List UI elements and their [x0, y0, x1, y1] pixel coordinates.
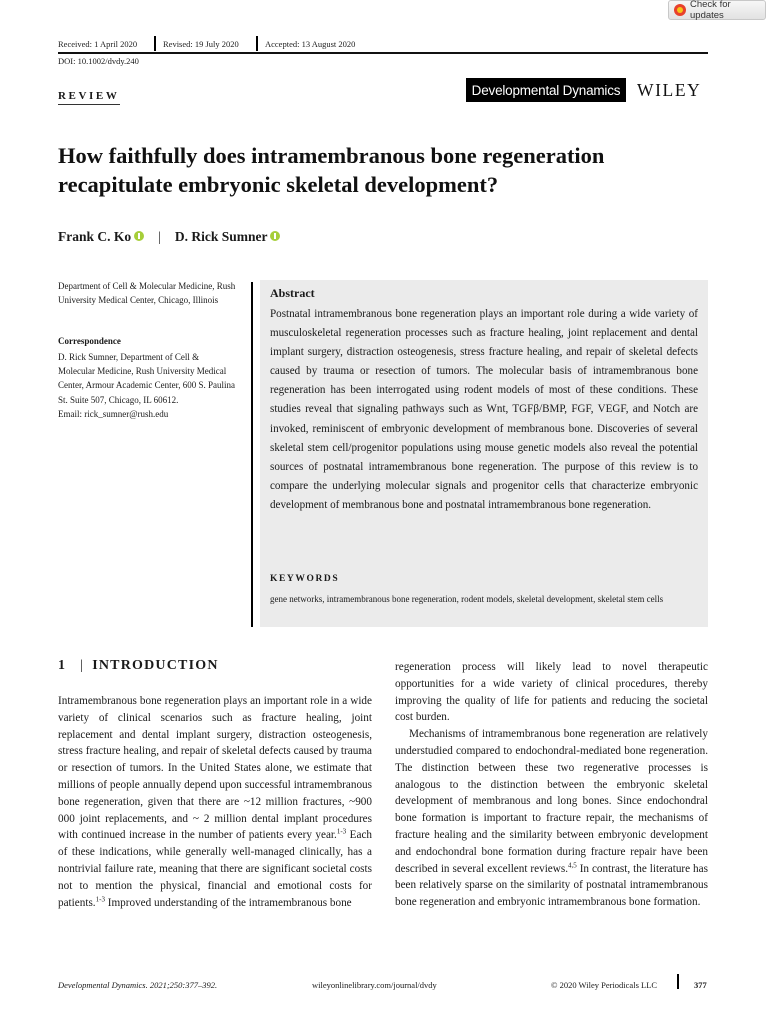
footer-citation [58, 980, 217, 990]
correspondence-heading: Correspondence [58, 336, 121, 346]
citation-ref[interactable]: 4,5 [568, 860, 577, 869]
paragraph-text: In contrast, the literature has been relatively sparse on the similarity of postnatal intramembranous bone regeneration and embryonic intramembranous bone formation. [395, 862, 708, 909]
article-title: How faithfully does intramembranous bone regeneration recapitulate embryonic skeletal development? [58, 143, 605, 197]
doi[interactable]: DOI: 10.1002/dvdy.240 [58, 56, 139, 66]
section-title: INTRODUCTION [92, 658, 219, 673]
abstract-text: Postnatal intramembranous bone regeneration plays an important role during a wide variety of musculoskeletal regeneration processes such as fracture healing, joint replacement and dental implant surgery, distraction osteogenesis, stress fracture healing, and repair of skeletal defects caused by trauma or resection of tumors. The molecular basis of intramembranous bone regeneration has been interrogated using rodent models of most of these conditions. These studies reveal that signaling pathways such as Wnt, TGFβ/BMP, FGF, VEGF, and Notch are invoked, reminiscent of embryonic development of membranous bone. Discoveries of several skeletal stem cell/progenitor populations using mouse genetic models also reveal the potential sources of postnatal intramembranous bone regeneration. The purpose of this review is to compare the underlying molecular signals and progenitor cells that characterize embryonic development of membranous bone and postnatal intramembranous bone regeneration. [270, 308, 698, 511]
body-column-left [58, 693, 372, 911]
keywords-list: gene networks, intramembranous bone regeneration, rodent models, skeletal development, skeletal stem cells [270, 594, 664, 604]
section-heading [58, 658, 219, 674]
author-separator: | [158, 229, 161, 244]
meta-divider [154, 36, 156, 51]
journal-logo [466, 78, 626, 102]
revised-date: Revised: 19 July 2020 [163, 39, 239, 49]
body-column-right [395, 659, 708, 911]
correspondence-block [58, 350, 238, 421]
abstract-box [260, 280, 708, 627]
correspondence-address: D. Rick Sumner, Department of Cell & Molecular Medicine, Rush University Medical Center, Armour Academic Center, 600 S. Paulina St. Suite 507, Chicago, IL 60612. [58, 352, 235, 405]
section-separator: | [80, 658, 85, 673]
abstract-side-bar [251, 282, 253, 627]
article-type: REVIEW [58, 90, 120, 102]
check-for-updates-button[interactable] [668, 0, 766, 20]
footer-citation-text: Developmental Dynamics. 2021;250:377–392. [58, 980, 218, 990]
paragraph-text: Mechanisms of intramembranous bone regeneration are relatively understudied compared to endochondral-mediated bone regeneration. The distinction between these two regenerative processes is analogous to the distinction between the embryonic skeletal development of membranous and long bones. Since endochondral bone formation is important to fracture repair, the mechanisms of fracture healing and the similarity between embryonic development and endochondral bone formation during fracture repair have been described in several excellent reviews. [395, 728, 708, 875]
meta-divider [256, 36, 258, 51]
paragraph [395, 726, 708, 911]
footer-url[interactable]: wileyonlinelibrary.com/journal/dvdy [312, 980, 437, 990]
article-type-underline [58, 104, 120, 105]
affiliation: Department of Cell & Molecular Medicine, Rush University Medical Center, Chicago, Illinois [58, 281, 236, 306]
paragraph: regeneration process will likely lead to novel therapeutic opportunities for a wide variety of clinical procedures, thereby improving the quality of life for patients and reducing the societal cost burden. [395, 661, 708, 724]
citation-ref[interactable]: 1-3 [336, 827, 347, 836]
page-number: 377 [694, 980, 707, 990]
journal-name: Developmental Dynamics [471, 82, 621, 98]
footer-divider [677, 974, 679, 989]
abstract-heading: Abstract [270, 286, 315, 300]
orcid-icon[interactable] [134, 231, 144, 241]
accepted-date: Accepted: 13 August 2020 [265, 39, 356, 49]
section-number: 1 [58, 658, 67, 673]
crossmark-icon [674, 4, 686, 16]
check-for-updates-label: Check for updates [690, 0, 731, 21]
paragraph-text: Each of these indications, while generally well-managed clinically, has a nontrivial failure rate, meaning that there are significant societal costs not to mention the physical, financial and emotional costs for patients. [58, 829, 373, 909]
author-name[interactable]: Frank C. Ko [58, 229, 132, 244]
citation-ref[interactable]: 1-3 [95, 894, 105, 903]
author-name[interactable]: D. Rick Sumner [174, 229, 268, 244]
footer-copyright: © 2020 Wiley Periodicals LLC [551, 980, 658, 990]
received-date: Received: 1 April 2020 [58, 39, 138, 49]
correspondence-email[interactable]: Email: rick_sumner@rush.edu [58, 408, 169, 419]
paragraph-text: Intramembranous bone regeneration plays an important role in a wide variety of clinical scenarios such as fracture healing, joint replacement and dental implant surgery, distraction osteogenesis, stress fracture healing, and repair of skeletal defects caused by trauma or resection of tumors. In the United States alone, we estimate that millions of people annually depend upon successful intramembranous bone regeneration, given that there are ~12 million fractures, ~900 000 joint replacements, and ~ 2 million dental implant procedures with continued increase in the number of patients every year. [58, 695, 372, 842]
publisher-logo: WILEY [637, 80, 702, 100]
author-list [58, 229, 280, 245]
orcid-icon[interactable] [270, 231, 280, 241]
header-rule [58, 52, 708, 54]
keywords-heading: KEYWORDS [270, 574, 340, 584]
paragraph-text: Improved understanding of the intramembranous bone [104, 896, 352, 909]
paragraph [58, 693, 372, 911]
